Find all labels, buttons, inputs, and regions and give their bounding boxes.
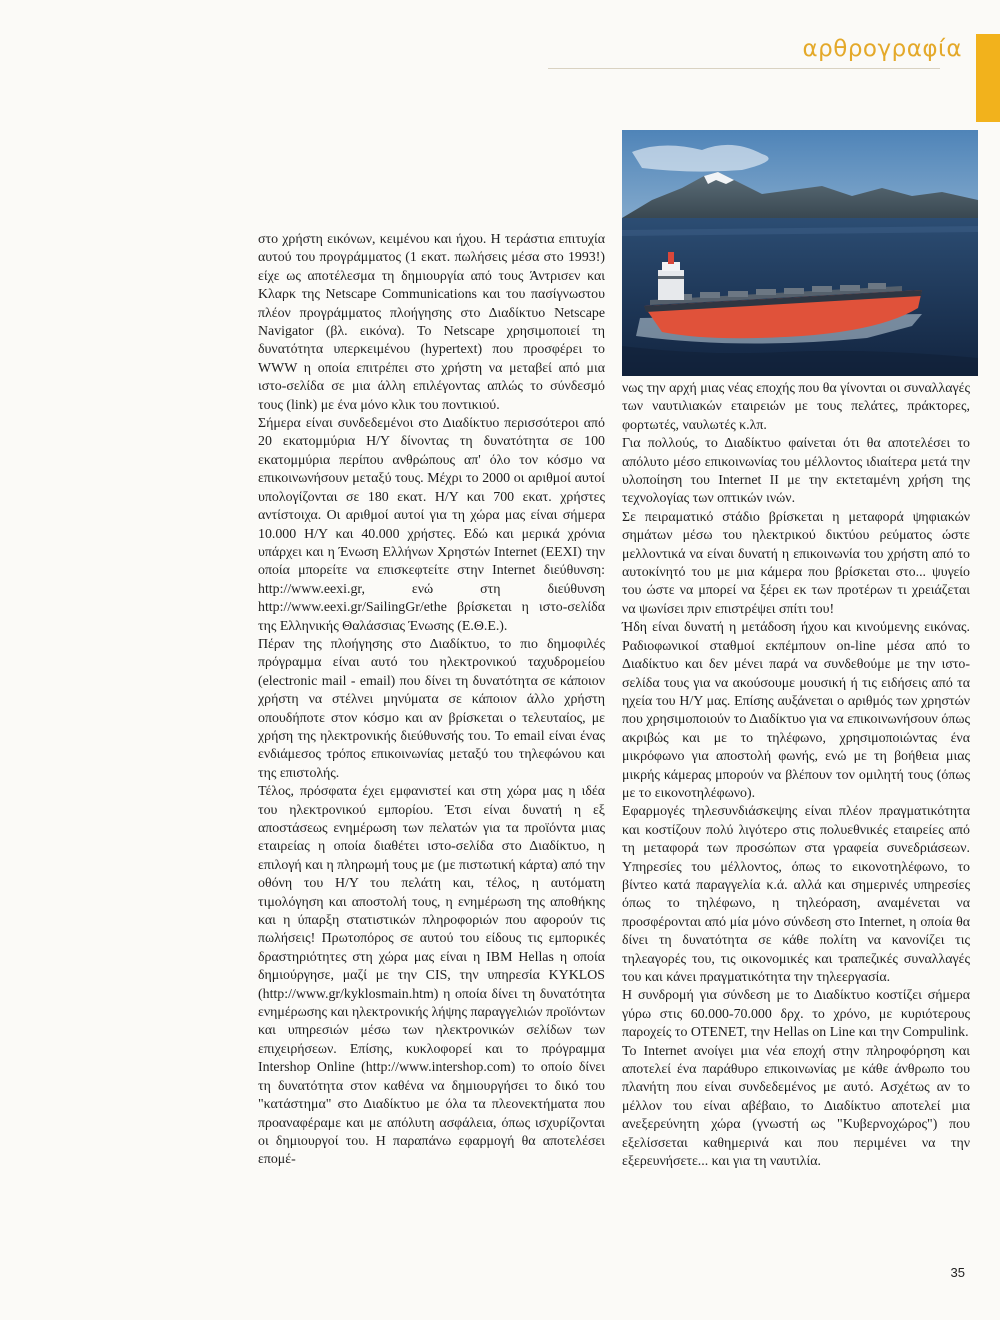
paragraph: Το Internet ανοίγει μια νέα εποχή στην πληροφόρηση και αποτελεί ένα παράθυρο επικοινωνίας με κάθε άνθρωπο του πλανήτη που είναι συνδεδεμένος με αυτό. Ασχέτως αν το μέλλον του είναι αβέβαιο, το Διαδίκτυο αποτελεί μια ανεξερεύνητη χώρα (γνωστή ως "Κυβερνοχώρος") που εξελίσσεται καθημερινά και που περιμένει να την εξερευνήσετε... και για τη ναυτιλία. [622, 1043, 970, 1170]
page-number: 35 [950, 1265, 965, 1280]
ship-photo [622, 130, 978, 376]
paragraph: Ήδη είναι δυνατή η μετάδοση ήχου και κινούμενης εικόνας. Ραδιοφωνικοί σταθμοί εκπέμπουν on-line μέσα από το Διαδίκτυο και δεν μένει παρά να συνδεθούμε με την ιστο-σελίδα τους για να ακούσουμε μουσική ή τις ειδήσεις από τα ηχεία του Η/Υ μας. Επίσης αυξάνεται ο αριθμός των χρηστών που χρησιμοποιούν το Διαδίκτυο για να επικοινωνήσουν όπως ακριβώς και με το τηλέφωνο, χρησιμοποιώντας ένα μικρόφωνο για αποστολή φωνής, ενώ με τη βοήθεια μιας μικρής κάμερας μπορούν να βλέπουν τον ομιλητή τους (όπως με το εικονοτηλέφωνο). [622, 620, 970, 801]
paragraph: Πέραν της πλοήγησης στο Διαδίκτυο, το πιο δημοφιλές πρόγραμμα είναι αυτό του ηλεκτρονικού ταχυδρομείου (electronic mail - email) που δίνει τη δυνατότητα σε κάποιον χρήστη να στέλνει μηνύματα σε κάποιον άλλο χρήστη οπουδήποτε στον κόσμο και αν βρίσκεται ο τελευταίος, με χρήση της ηλεκτρονικής διεύθυνσής του. Το email είναι ένας ενδιάμεσος τρόπος επικοινωνίας μεταξύ του τηλεφώνου και της επιστολής. [258, 636, 605, 781]
header-rule [548, 68, 940, 69]
ship-photo-icon [622, 130, 978, 376]
paragraph: νως την αρχή μιας νέας εποχής που θα γίνονται οι συναλλαγές των ναυτιλιακών εταιρειών με τους πελάτες, πράκτορες, φορτωτές, ναυλωτές κ.λπ. [622, 381, 970, 433]
paragraph: Σήμερα είναι συνδεδεμένοι στο Διαδίκτυο περισσότεροι από 20 εκατομμύρια Η/Υ δίνοντας τη δυνατότητα σε 100 εκατομμύρια περίπου ανθρώπους απ' όλο τον κόσμο να επικοινωνήσουν μεταξύ τους. Μέχρι το 2000 οι αριθμοί αυτοί υπολογίζονται σε 180 εκατ. Η/Υ και 700 εκατ. χρήστες αντίστοιχα. Οι αριθμοί αυτοί για τη χώρα μας είναι σήμερα 10.000 Η/Υ και 40.000 χρήστες. Εδώ και μερικά χρόνια υπάρχει και η Ένωση Ελλήνων Χρηστών Internet (ΕΕΧΙ) την οποία μπορείτε να επισκεφτείτε στην Internet διεύθυνση: http://www.eexi.gr, ενώ στη διεύθυνση http://www.eexi.gr/SailingGr/ethe βρίσκεται η ιστο-σελίδα της Ελληνικής Θαλάσσιας Ένωσης (Ε.Θ.Ε.). [258, 416, 605, 634]
section-header-label: αρθρογραφία [802, 36, 962, 62]
paragraph: Η συνδρομή για σύνδεση με το Διαδίκτυο κοστίζει σήμερα γύρω στις 60.000-70.000 δρχ. το χρόνο, με κυριότερους παροχείς το OTENET, την Hellas on Line και την Compulink. [622, 988, 970, 1041]
paragraph: Τέλος, πρόσφατα έχει εμφανιστεί και στη χώρα μας η ιδέα του ηλεκτρονικού εμπορίου. Έτσι είναι δυνατή η εξ αποστάσεως ενημέρωση των πελατών για τα προϊόντα μιας εταιρείας η οποία διαθέτει ιστο-σελίδα στο Διαδίκτυο, η επιλογή και η πληρωμή τους με (με πιστωτική κάρτα) από την οθόνη του Η/Υ του πελάτη και, τέλος, η αυτόματη τιμολόγηση και αποστολή τους, η ενημέρωση της αποθήκης και η ύπαρξη στατιστικών πληροφοριών που αφορούν τις πωλήσεις! Πρωτοπόρος σε αυτού του είδους τις εμπορικές δραστηριότητες στη χώρα μας είναι η IBM Hellas η οποία δημιούργησε, μαζί με την CIS, την υπηρεσία KYKLOS (http://www.gr/kyklosmain.htm) η οποία δίνει τη δυνατότητα ενημέρωσης και ηλεκτρονικής λήψης παραγγελιών προϊόντων και υπηρεσιών μέσω των ηλεκτρονικών σελίδων των επιχειρήσεων. Επίσης, κυκλοφορεί και το πρόγραμμα Intershop Online (http://www.intershop.com) το οποίο δίνει τη δυνατότητα στον καθένα να δημιουργήσει το δικό του "κατάστημα" στο Διαδίκτυο με όλα τα πλεονεκτήματα που προαναφέραμε και με απόλυτη ασφάλεια, όπως ισχυρίζονται οι δημιουργοί του. Η παραπάνω εφαρμογή θα αποτελέσει επομέ- [258, 784, 605, 1168]
paragraph: Για πολλούς, το Διαδίκτυο φαίνεται ότι θα αποτελέσει το απόλυτο μέσο επικοινωνίας του μέλλοντος ιδιαίτερα μετά την υλοποίηση του Internet II με την εκτεταμένη χρήση της τεχνολογίας των οπτικών ινών. [622, 436, 970, 507]
paragraph: Σε πειραματικό στάδιο βρίσκεται η μεταφορά ψηφιακών σημάτων μέσω του ηλεκτρικού δικτύου ρεύματος ώστε μελλοντικά να είναι δυνατή η επικοινωνία του χρήστη από το αυτοκίνητό του με μια κάμερα που βρίσκεται στο... ψυγείο του ώστε να μπορεί να ξέρει εκ των προτέρων τι χρειάζεται να ψωνίσει πριν επιστρέψει σπίτι του! [622, 509, 970, 617]
accent-bar [976, 34, 1000, 122]
paragraph: στο χρήστη εικόνων, κειμένου και ήχου. Η τεράστια επιτυχία αυτού του προγράμματος (1 εκατ. πωλήσεις μέσα στο 1993!) είχε ως αποτέλεσμα τη δημιουργία από τους Άντρισεν και Κλαρκ της Netscape Communications και του πασίγνωστου πλέον προγράμματος πλοήγησης στο Διαδίκτυο Netscape Navigator (βλ. εικόνα). Το Netscape χρησιμοποιεί τη δυνατότητα υπερκειμένου (hypertext) που προσφέρει το WWW η οποία επιτρέπει στο χρήστη να μεταβεί από μια ιστο-σελίδα σε μια άλλη επιλέγοντας απλώς το σύνδεσμό τους (link) με ένα μόνο κλικ του ποντικιού. [258, 232, 605, 413]
text-column-right [622, 380, 970, 1171]
text-column-left [258, 231, 605, 1170]
paragraph: Εφαρμογές τηλεσυνδιάσκεψης είναι πλέον πραγματικότητα και κοστίζουν πολύ λιγότερο στις πολυεθνικές εταιρείες από τη μεταφορά των προσώπων στα γραφεία συνεδριάσεων. Υπηρεσίες του μέλλοντος, όπως το εικονοτηλέφωνο, το βίντεο κατά παραγγελία κ.ά. αλλά και σημερινές υπηρεσίες όπως το τηλέφωνο, η τηλεόραση, αναμένεται να προσφέρονται από μία μόνο σύνδεση στο Internet, η οποία θα δίνει τη δυνατότητα σε κάθε πολίτη να κανονίζει τις τηλεαγορές του, τις οικονομικές και τραπεζικές συναλλαγές του και κάνει πραγματικότητα την τηλεεργασία. [622, 804, 970, 985]
